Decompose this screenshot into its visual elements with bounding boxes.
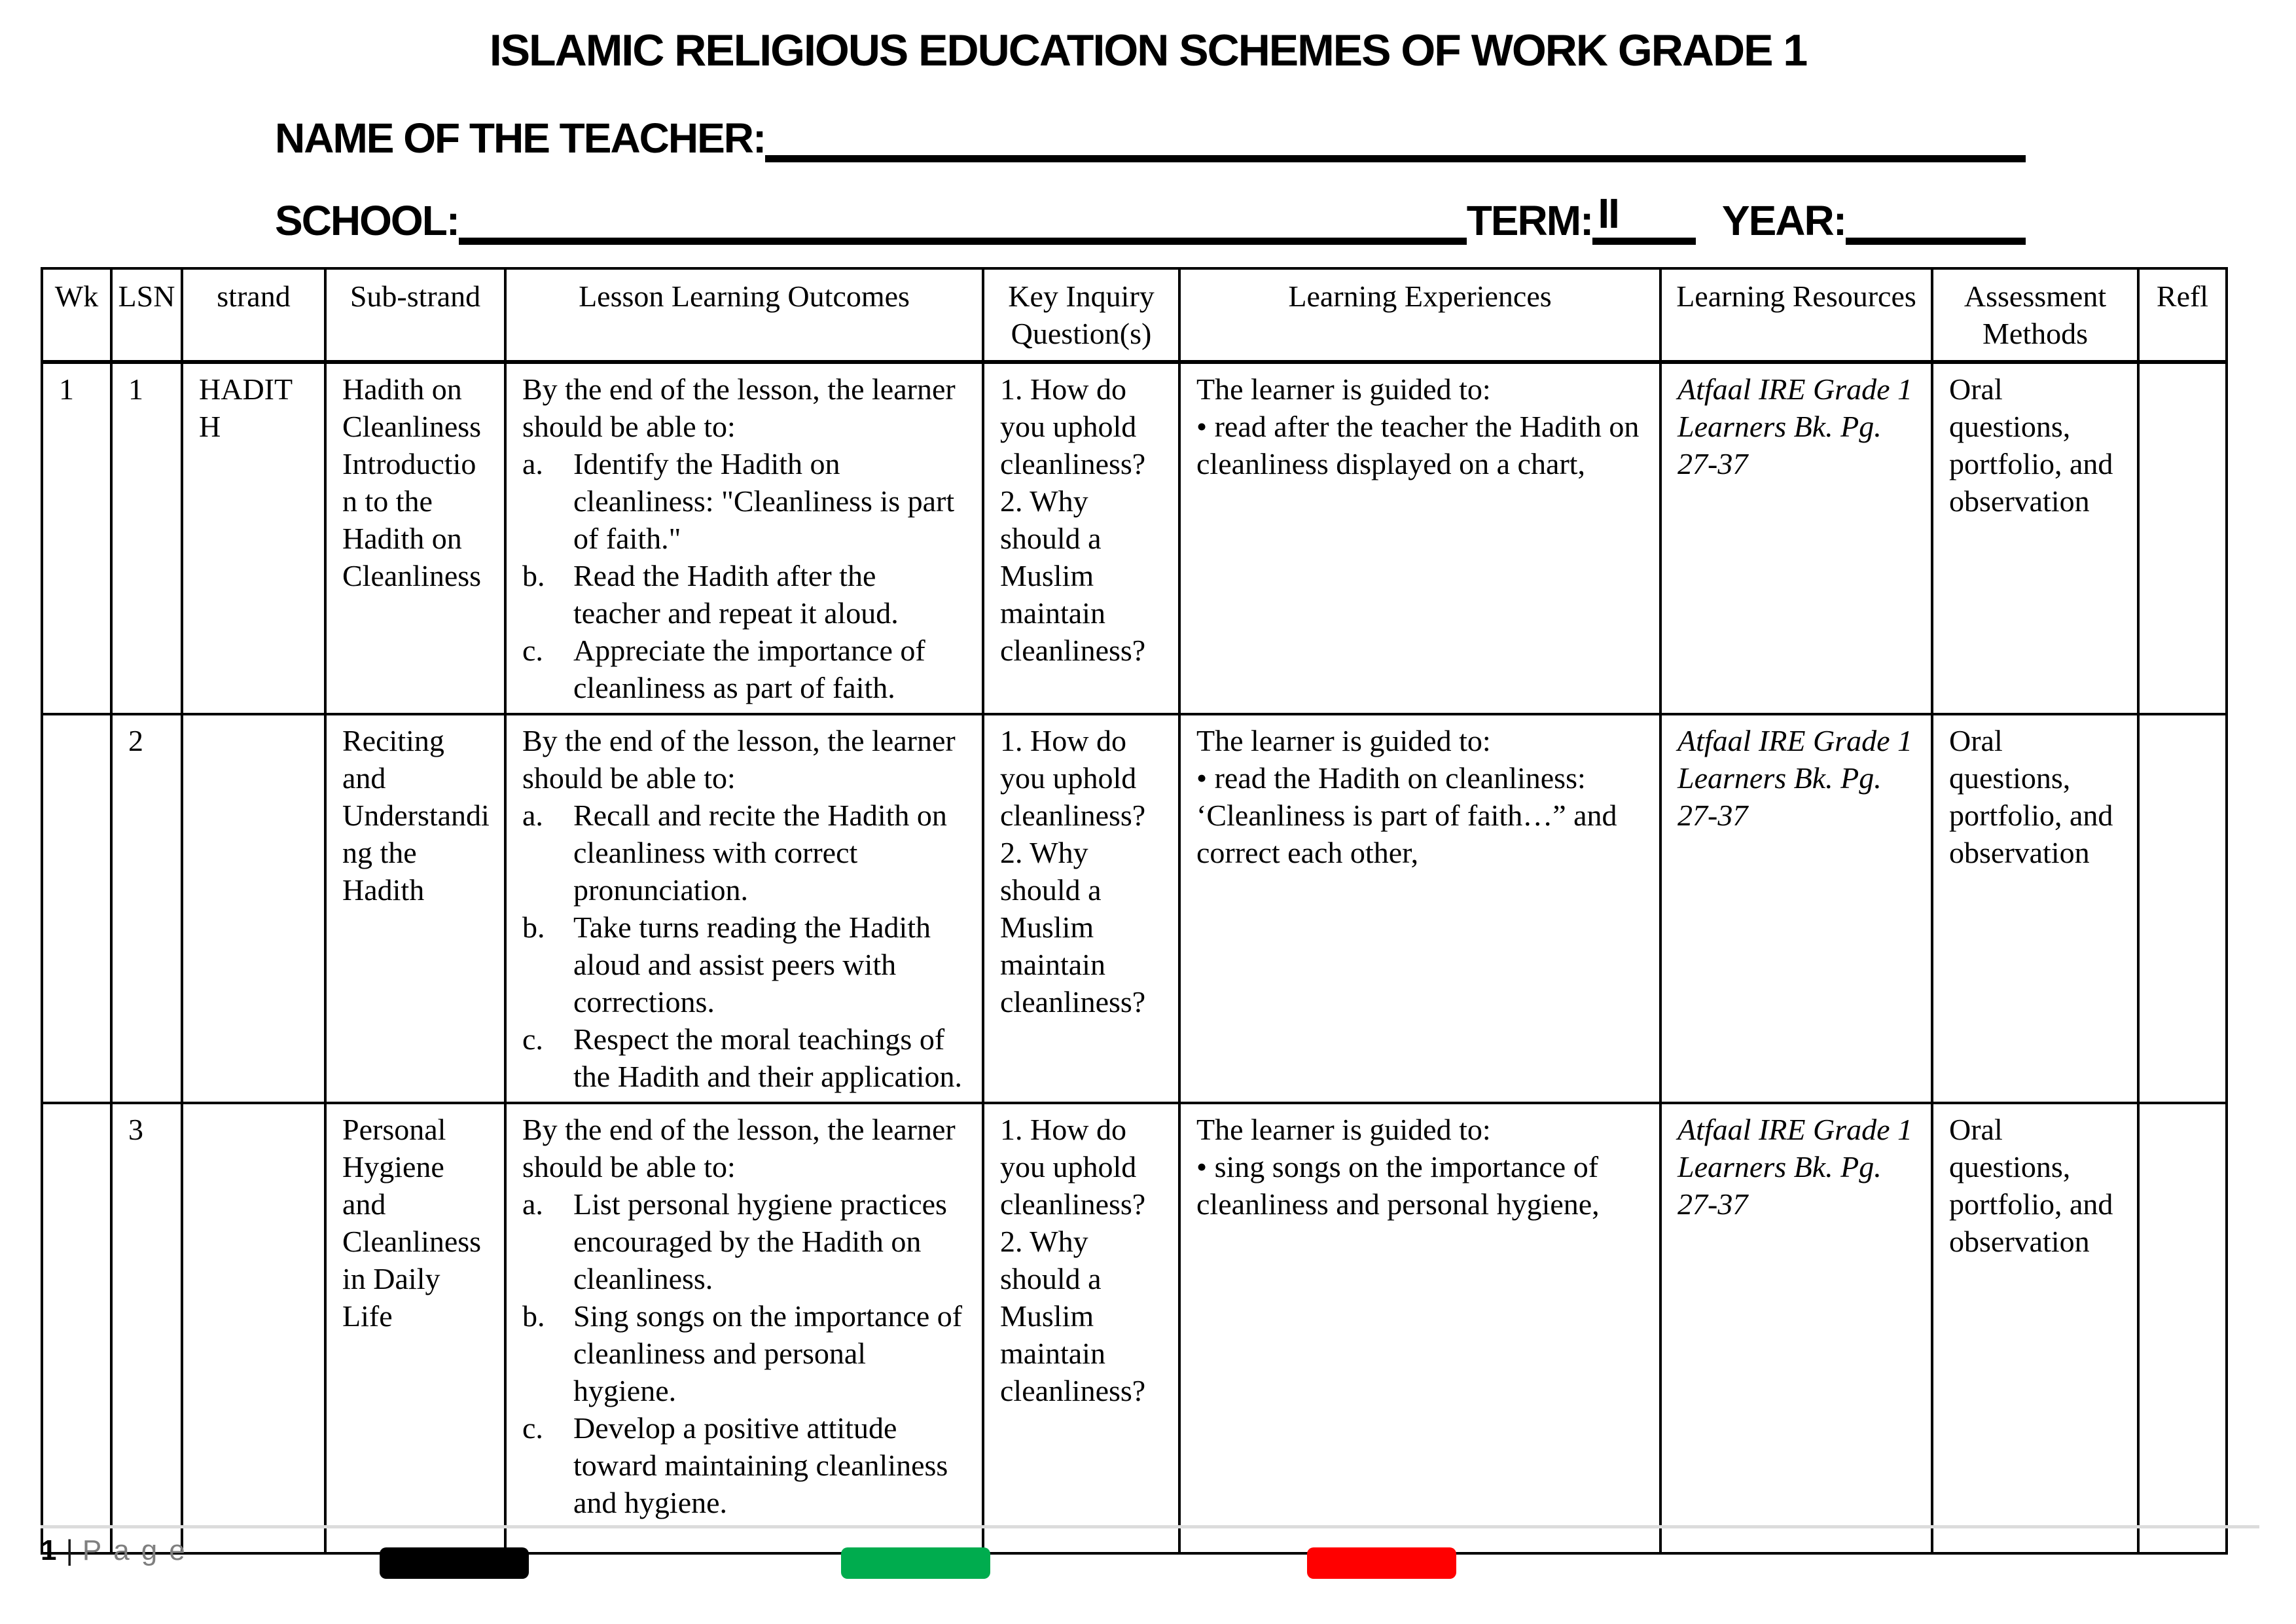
inquiry-question: 2. Why should a Muslim maintain cleanliness?	[1000, 484, 1146, 667]
term-value: II	[1592, 189, 1624, 245]
outcome-item	[522, 1020, 969, 1095]
inquiry-question: 2. Why should a Muslim maintain cleanliness?	[1000, 836, 1146, 1019]
experiences-bullet-text: • read after the teacher the Hadith on cleanliness displayed on a chart,	[1196, 410, 1639, 480]
page-number-separator: |	[65, 1534, 73, 1566]
cell-week	[42, 1103, 111, 1553]
outcomes-intro: By the end of the lesson, the learner should be able to:	[522, 1113, 956, 1183]
outcome-item	[522, 445, 969, 557]
cell-inquiry	[983, 362, 1179, 714]
header-lesson: LSN	[111, 268, 182, 362]
experiences-intro: The learner is guided to:	[1196, 724, 1491, 757]
outcome-item	[522, 797, 969, 909]
outcome-label: a.	[522, 1187, 543, 1221]
cell-lesson: 3	[111, 1103, 182, 1553]
cell-resources: Atfaal IRE Grade 1 Learners Bk. Pg. 27-37	[1660, 1103, 1932, 1553]
teacher-name-line	[275, 103, 2026, 162]
experiences-bullet	[1196, 1148, 1646, 1223]
year-label: YEAR:	[1721, 197, 1846, 244]
header-reflection: Refl	[2138, 268, 2227, 362]
outcome-label: b.	[522, 911, 545, 944]
outcome-label: c.	[522, 1411, 543, 1445]
school-term-year-line	[275, 186, 2026, 245]
teacher-name-blank	[765, 109, 2026, 162]
page-title: ISLAMIC RELIGIOUS EDUCATION SCHEMES OF WORK GRADE 1	[489, 26, 1807, 75]
cell-lesson: 2	[111, 714, 182, 1103]
experiences-bullet	[1196, 408, 1646, 482]
cell-strand	[182, 714, 325, 1103]
cell-outcomes	[505, 714, 983, 1103]
outcome-text: Respect the moral teachings of the Hadith and their application.	[573, 1022, 962, 1093]
cell-substrand: Reciting and Understanding the Hadith	[325, 714, 505, 1103]
header-substrand: Sub-strand	[325, 268, 505, 362]
footer-divider	[41, 1525, 2259, 1528]
outcome-label: b.	[522, 1299, 545, 1333]
page-number	[41, 1534, 197, 1567]
cell-inquiry	[983, 1103, 1179, 1553]
cell-resources: Atfaal IRE Grade 1 Learners Bk. Pg. 27-37	[1660, 362, 1932, 714]
year-blank	[1846, 192, 2026, 245]
header-inquiry: Key Inquiry Question(s)	[983, 268, 1179, 362]
header-week: Wk	[42, 268, 111, 362]
cell-experiences	[1179, 362, 1660, 714]
outcome-label: b.	[522, 559, 545, 592]
outcome-text: Sing songs on the importance of cleanliness and personal hygiene.	[573, 1299, 963, 1407]
outcome-text: Appreciate the importance of cleanliness as part of faith.	[573, 634, 925, 704]
outcome-item	[522, 557, 969, 632]
redaction-bar-green	[841, 1547, 990, 1579]
header-experiences: Learning Experiences	[1179, 268, 1660, 362]
cell-experiences	[1179, 1103, 1660, 1553]
outcome-text: Take turns reading the Hadith aloud and assist peers with corrections.	[573, 911, 931, 1019]
inquiry-question: 1. How do you uphold cleanliness?	[1000, 1113, 1146, 1221]
term-label: TERM:	[1466, 197, 1593, 244]
outcome-text: List personal hygiene practices encouraged by the Hadith on cleanliness.	[573, 1187, 947, 1295]
cell-assessment: Oral questions, portfolio, and observation	[1932, 1103, 2138, 1553]
cell-week	[42, 714, 111, 1103]
cell-substrand: Hadith on Cleanliness Introduction to the Hadith on Cleanliness	[325, 362, 505, 714]
outcome-text: Identify the Hadith on cleanliness: "Cleanliness is part of faith."	[573, 447, 955, 555]
header-resources: Learning Resources	[1660, 268, 1932, 362]
table-row	[42, 1103, 2227, 1553]
outcome-item	[522, 909, 969, 1020]
header-strand: strand	[182, 268, 325, 362]
experiences-bullet-text: • read the Hadith on cleanliness: ‘Cleanliness is part of faith…” and correct each other,	[1196, 761, 1617, 869]
page-word: Page	[82, 1534, 197, 1566]
cell-week: 1	[42, 362, 111, 714]
cell-reflection	[2138, 1103, 2227, 1553]
cell-substrand: Personal Hygiene and Cleanliness in Daily Life	[325, 1103, 505, 1553]
outcome-item	[522, 632, 969, 706]
table-row	[42, 714, 2227, 1103]
experiences-bullet	[1196, 759, 1646, 871]
outcome-label: a.	[522, 799, 543, 832]
outcome-text: Develop a positive attitude toward maintaining cleanliness and hygiene.	[573, 1411, 948, 1519]
cell-assessment: Oral questions, portfolio, and observation	[1932, 362, 2138, 714]
outcome-item	[522, 1185, 969, 1297]
cell-outcomes	[505, 1103, 983, 1553]
inquiry-question: 2. Why should a Muslim maintain cleanliness?	[1000, 1225, 1146, 1407]
cell-resources: Atfaal IRE Grade 1 Learners Bk. Pg. 27-37	[1660, 714, 1932, 1103]
school-label: SCHOOL:	[275, 197, 459, 244]
outcome-item	[522, 1297, 969, 1409]
inquiry-question: 1. How do you uphold cleanliness?	[1000, 724, 1146, 832]
outcomes-intro: By the end of the lesson, the learner should be able to:	[522, 724, 956, 795]
redaction-bar-red	[1307, 1547, 1456, 1579]
cell-outcomes	[505, 362, 983, 714]
teacher-label: NAME OF THE TEACHER:	[275, 115, 766, 162]
cell-strand: HADITH	[182, 362, 325, 714]
cell-lesson: 1	[111, 362, 182, 714]
experiences-intro: The learner is guided to:	[1196, 372, 1491, 406]
outcome-label: c.	[522, 634, 543, 667]
page-number-value: 1	[41, 1534, 57, 1566]
cell-assessment: Oral questions, portfolio, and observation	[1932, 714, 2138, 1103]
cell-experiences	[1179, 714, 1660, 1103]
outcome-text: Recall and recite the Hadith on cleanliness with correct pronunciation.	[573, 799, 947, 907]
cell-inquiry	[983, 714, 1179, 1103]
header-assessment: Assessment Methods	[1932, 268, 2138, 362]
outcome-text: Read the Hadith after the teacher and repeat it aloud.	[573, 559, 899, 630]
schemes-of-work-table	[41, 267, 2228, 1555]
inquiry-question: 1. How do you uphold cleanliness?	[1000, 372, 1146, 480]
outcome-item	[522, 1409, 969, 1521]
cell-reflection	[2138, 362, 2227, 714]
table-row	[42, 362, 2227, 714]
experiences-bullet-text: • sing songs on the importance of cleanliness and personal hygiene,	[1196, 1150, 1600, 1221]
table-header-row	[42, 268, 2227, 362]
experiences-intro: The learner is guided to:	[1196, 1113, 1491, 1146]
school-name-blank	[459, 192, 1467, 245]
term-blank	[1624, 192, 1696, 245]
outcome-label: a.	[522, 447, 543, 480]
outcomes-intro: By the end of the lesson, the learner should be able to:	[522, 372, 956, 443]
cell-reflection	[2138, 714, 2227, 1103]
header-outcomes: Lesson Learning Outcomes	[505, 268, 983, 362]
redaction-bar-black	[380, 1547, 529, 1579]
outcome-label: c.	[522, 1022, 543, 1056]
cell-strand	[182, 1103, 325, 1553]
